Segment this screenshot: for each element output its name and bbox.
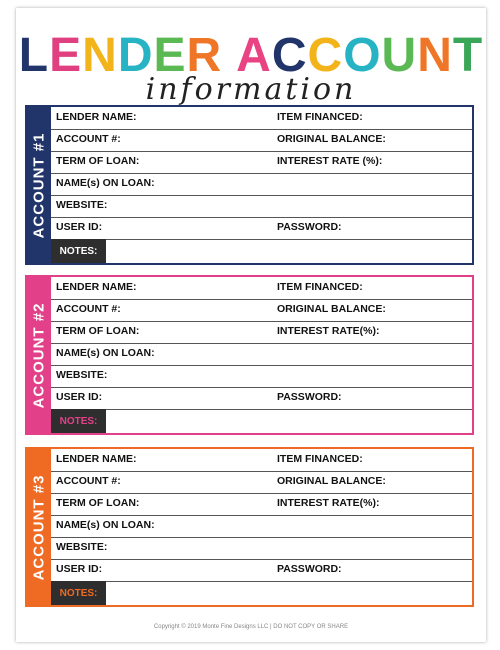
form-row[interactable] xyxy=(51,471,472,494)
title-letter: R xyxy=(186,29,223,82)
field-label: LENDER NAME: xyxy=(56,453,137,465)
notes-tab xyxy=(51,239,106,263)
title-letter: T xyxy=(452,29,484,82)
field-label: ITEM FINANCED: xyxy=(277,111,363,123)
account-label-text: ACCOUNT #1 xyxy=(30,132,48,238)
field-label: NAME(s) ON LOAN: xyxy=(56,177,155,189)
field-label: TERM OF LOAN: xyxy=(56,497,140,509)
notes-tab xyxy=(51,409,106,433)
title-letter: L xyxy=(18,29,50,82)
form-row[interactable] xyxy=(51,299,472,322)
form-row[interactable] xyxy=(51,129,472,152)
field-label: PASSWORD: xyxy=(277,563,342,575)
field-label: WEBSITE: xyxy=(56,369,108,381)
field-label: TERM OF LOAN: xyxy=(56,325,140,337)
account-label-text: ACCOUNT #2 xyxy=(30,302,48,408)
account-section-2 xyxy=(25,275,474,435)
field-label: NAME(s) ON LOAN: xyxy=(56,347,155,359)
form-row[interactable] xyxy=(51,365,472,388)
title-letter: A xyxy=(236,29,272,82)
form-row[interactable] xyxy=(51,173,472,196)
notes-label: NOTES: xyxy=(59,587,98,599)
field-label: WEBSITE: xyxy=(56,199,108,211)
copyright-footer: Copyright © 2019 Monte Fine Designs LLC | DO NOT COPY OR SHARE xyxy=(153,624,349,630)
field-label: USER ID: xyxy=(56,563,103,575)
title-letter: E xyxy=(49,29,83,82)
title-letter: D xyxy=(117,29,154,82)
form-row[interactable] xyxy=(51,559,472,582)
field-label: ACCOUNT #: xyxy=(56,133,121,145)
form-row[interactable] xyxy=(51,493,472,516)
field-label: ORIGINAL BALANCE: xyxy=(277,475,386,487)
account-section-3 xyxy=(25,447,474,607)
form-row[interactable] xyxy=(51,449,472,472)
title-letter: O xyxy=(343,29,382,82)
form-row[interactable] xyxy=(51,321,472,344)
form-row[interactable] xyxy=(51,515,472,538)
field-label: PASSWORD: xyxy=(277,221,342,233)
account-side-label xyxy=(27,277,51,433)
field-label: WEBSITE: xyxy=(56,541,108,553)
title-letter: C xyxy=(271,29,308,82)
title-letter: U xyxy=(381,29,418,82)
notes-label: NOTES: xyxy=(59,415,98,427)
form-row[interactable] xyxy=(51,537,472,560)
notes-tab xyxy=(51,581,106,605)
account-label-text: ACCOUNT #3 xyxy=(30,474,48,580)
worksheet-page xyxy=(16,8,486,642)
form-row[interactable] xyxy=(51,343,472,366)
field-label: ORIGINAL BALANCE: xyxy=(277,303,386,315)
field-label: USER ID: xyxy=(56,221,103,233)
title-letter: E xyxy=(153,29,187,82)
field-label: ITEM FINANCED: xyxy=(277,281,363,293)
account-side-label xyxy=(27,107,51,263)
field-label: USER ID: xyxy=(56,391,103,403)
form-row[interactable] xyxy=(51,217,472,240)
form-row[interactable] xyxy=(51,195,472,218)
page-subtitle: information xyxy=(145,72,357,107)
field-label: LENDER NAME: xyxy=(56,111,137,123)
form-row[interactable] xyxy=(51,151,472,174)
field-label: ORIGINAL BALANCE: xyxy=(277,133,386,145)
account-section-1 xyxy=(25,105,474,265)
title-letter: N xyxy=(417,29,453,82)
field-label: PASSWORD: xyxy=(277,391,342,403)
title-letter: N xyxy=(82,29,118,82)
field-label: INTEREST RATE(%): xyxy=(277,497,380,509)
field-label: TERM OF LOAN: xyxy=(56,155,140,167)
form-row[interactable] xyxy=(51,107,472,130)
field-label: ITEM FINANCED: xyxy=(277,453,363,465)
form-row[interactable] xyxy=(51,387,472,410)
field-label: LENDER NAME: xyxy=(56,281,137,293)
form-row[interactable] xyxy=(51,277,472,300)
field-label: INTEREST RATE(%): xyxy=(277,325,380,337)
account-side-label xyxy=(27,449,51,605)
field-label: NAME(s) ON LOAN: xyxy=(56,519,155,531)
field-label: ACCOUNT #: xyxy=(56,475,121,487)
title-letter: C xyxy=(307,29,344,82)
field-label: INTEREST RATE (%): xyxy=(277,155,383,167)
field-label: ACCOUNT #: xyxy=(56,303,121,315)
notes-label: NOTES: xyxy=(59,245,98,257)
